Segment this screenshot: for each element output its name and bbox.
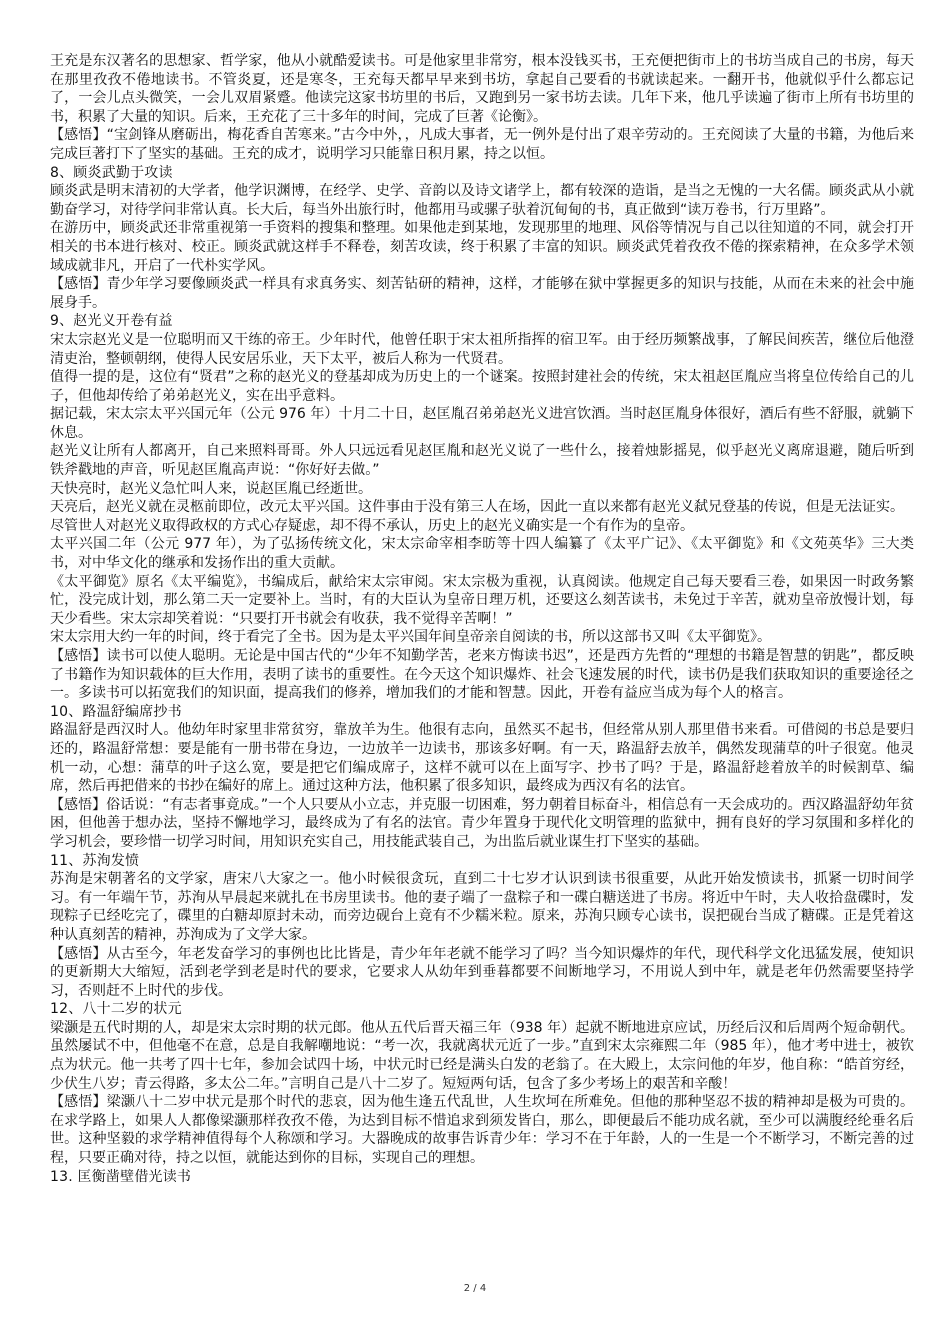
section-heading-13: 13. 匡衡凿壁借光读书 — [50, 1168, 192, 1185]
insight-paragraph: 【感悟】俗话说：“有志者事竟成。”一个人只要从小立志，并克服一切困难，努力朝着目标奋斗，相信总有一天会成功的。西汉路温舒幼年贫困，但他善于想办法，坚持不懈地学习，最终成为了有名的法官。青少年置身于现代化文明管理的监狱中，拥有良好的学习氛围和多样化的学习机会，要珍惜一切学习时间，用知识充实自己，用技能武装自己，为出监后就业谋生打下坚实的基础。 — [50, 796, 914, 850]
paragraph: 天亮后，赵光义就在灵柩前即位，改元太平兴国。这件事由于没有第三人在场，因此一直以来都有赵光义弑兄登基的传说，但是无法证实。 — [50, 499, 904, 516]
paragraph: 宋太宗用大约一年的时间，终于看完了全书。因为是太平兴国年间皇帝亲自阅读的书，所以这部书又叫《太平御览》。 — [50, 629, 771, 646]
paragraph: 路温舒是西汉时人。他幼年时家里非常贫穷，靠放羊为生。他很有志向，虽然买不起书，但经常从别人那里借书来看。可借阅的书总是要归还的，路温舒常想：要是能有一册书带在身边，一边放羊一边读书，那该多好啊。有一天，路温舒去放羊，偶然发现蒲草的叶子很宽。他灵机一动，心想：蒲草的叶子这么宽，要是把它们编成席子，这样不就可以在上面写字、抄书了吗？于是，路温舒趁着放羊的时候割草、编席，然后再把借来的书抄在编好的席上。通过这种方法，他积累了很多知识，最终成为西汉有名的法官。 — [50, 722, 914, 795]
section-heading-12: 12、八十二岁的状元 — [50, 1001, 182, 1018]
paragraph: 赵光义让所有人都离开，自己来照料哥哥。外人只远远看见赵匡胤和赵光义说了一些什么，接着烛影摇晃，似乎赵光义离席退避，随后听到铁斧戳地的声音，听见赵匡胤高声说：“你好好去做。” — [50, 443, 914, 479]
section-heading-9: 9、赵光义开卷有益 — [50, 313, 173, 330]
insight-paragraph: 【感悟】梁灏八十二岁中状元是那个时代的悲哀，因为他生逢五代乱世，人生坎坷在所难免。但他的那种坚忍不拔的精神却是极为可贵的。在求学路上，如果人人都像梁灏那样孜孜不倦，为达到目标不惜追求到须发皆白，那么，即便最后不能功成名就，至少可以满腹经纶垂名后世。这种坚毅的求学精神值得每个人称颂和学习。大器晚成的故事告诉青少年：学习不在于年龄，人的一生是一个不断学习，不断完善的过程，只要正确对待，持之以恒，就能达到你的目标，实现自己的理想。 — [50, 1094, 914, 1167]
paragraph: 《太平御览》原名《太平编览》，书编成后，献给宋太宗审阅。宋太宗极为重视，认真阅读。他规定自己每天要看三卷，如果因一时政务繁忙，没完成计划，那么第二天一定要补上。当时，有的大臣认为皇帝日理万机，还要这么刻苦读书，未免过于辛苦，就劝皇帝放慢计划，每天少看些。宋太宗却笑着说：“只要打开书就会有收获，我不觉得辛苦啊！” — [50, 573, 914, 627]
paragraph: 尽管世人对赵光义取得政权的方式心存疑虑，却不得不承认，历史上的赵光义确实是一个有作为的皇帝。 — [50, 517, 694, 534]
paragraph: 据记载，宋太宗太平兴国元年（公元 976 年）十月二十日，赵匡胤召弟弟赵光义进宫饮酒。当时赵匡胤身体很好，酒后有些不舒服，就躺下休息。 — [50, 406, 914, 441]
insight-paragraph: 【感悟】从古至今，年老发奋学习的事例也比比皆是，青少年年老就不能学习了吗？当今知识爆炸的年代，现代科学文化迅猛发展，使知识的更新期大大缩短，活到老学到老是时代的要求，它要求人从幼年到垂暮都要不间断地学习，不用说人到中年，就是老年仍然需要坚持学习，否则赶不上时代的步伐。 — [50, 945, 914, 999]
paragraph: 在游历中，顾炎武还非常重视第一手资料的搜集和整理。如果他走到某地，发现那里的地理、风俗等情况与自己以往知道的不同，就会打开相关的书本进行核对、校正。顾炎武就这样手不释卷，刻苦攻读，终于积累了丰富的知识。顾炎武凭着孜孜不倦的探索精神，在众多学术领域成就非凡，开启了一代朴实学风。 — [50, 220, 914, 274]
insight-paragraph: 【感悟】“宝剑锋从磨砺出，梅花香自苦寒来。”古今中外，，凡成大事者，无一例外是付出了艰辛劳动的。王充阅读了大量的书籍，为他后来完成巨著打下了坚实的基础。王充的成才，说明学习只能靠日积月累，持之以恒。 — [50, 127, 914, 162]
insight-paragraph: 【感悟】读书可以使人聪明。无论是中国古代的“少年不知勤学苦，老来方悔读书迟”，还是西方先哲的“理想的书籍是智慧的钥匙”，都反映了书籍作为知识载体的巨大作用，表明了读书的重要性。在今天这个知识爆炸、社会飞速发展的时代，读书仍是我们获取知识的重要途径之一。多读书可以拓宽我们的知识面，提高我们的修养，增加我们的才能和智慧。因此，开卷有益应当成为每个人的格言。 — [50, 648, 914, 702]
paragraph: 苏洵是宋朝著名的文学家，唐宋八大家之一。他小时候很贪玩，直到二十七岁才认识到读书很重要，从此开始发愤读书，抓紧一切时间学习。有一年端午节，苏洵从早晨起来就扎在书房里读书。他的妻子端了一盘粽子和一碟白糖送进了书房。将近中午时，夫人收拾盘碟时，发现粽子已经吃完了，碟里的白糖却原封未动，而旁边砚台上竟有不少糯米粒。原来，苏洵只顾专心读书，误把砚台当成了糖碟。正是凭着这种认真刻苦的精神，苏洵成为了文学大家。 — [50, 871, 914, 943]
paragraph: 顾炎武是明末清初的大学者，他学识渊博，在经学、史学、音韵以及诗文诸学上，都有较深的造诣，是当之无愧的一大名儒。顾炎武从小就勤奋学习，对待学问非常认真。长大后，每当外出旅行时，他都用马或骡子驮着沉甸甸的书，真正做到“读万卷书，行万里路”。 — [50, 183, 914, 218]
paragraph: 值得一提的是，这位有“贤君”之称的赵光义的登基却成为历史上的一个谜案。按照封建社会的传统，宋太祖赵匡胤应当将皇位传给自己的儿子，但他却传给了弟弟赵光义，实在出乎意料。 — [50, 369, 914, 404]
page-number: 2 / 4 — [463, 1283, 487, 1294]
paragraph: 宋太宗赵光义是一位聪明而又干练的帝王。少年时代，他曾任职于宋太祖所指挥的宿卫军。由于经历频繁战事，了解民间疾苦，继位后他澄清吏治，整顿朝纲，使得人民安居乐业，天下太平，被后人称为一代贤君。 — [50, 331, 914, 367]
insight-paragraph: 【感悟】青少年学习要像顾炎武一样具有求真务实、刻苦钻研的精神，这样，才能够在狱中掌握更多的知识与技能，从而在未来的社会中施展身手。 — [50, 276, 914, 311]
document-body — [50, 52, 914, 1186]
paragraph: 太平兴国二年（公元 977 年），为了弘扬传统文化，宋太宗命宰相李昉等十四人编纂了《太平广记》、《太平御览》和《文苑英华》三大类书，对中华文化的继承和发扬作出的重大贡献。 — [50, 536, 914, 572]
section-heading-11: 11、苏洵发愤 — [50, 852, 140, 869]
section-heading-8: 8、顾炎武勤于攻读 — [50, 164, 173, 181]
section-heading-10: 10、路温舒编席抄书 — [50, 703, 182, 720]
paragraph-wang-chong: 王充是东汉著名的思想家、哲学家，他从小就酷爱读书。可是他家里非常穷，根本没钱买书，王充便把街市上的书坊当成自己的书房，每天在那里孜孜不倦地读书。不管炎夏，还是寒冬，王充每天都早早来到书坊，拿起自己要看的书就读起来。一翻开书，他就似乎什么都忘记了，一会儿点头微笑，一会儿双眉紧蹙。他读完这家书坊里的书后，又跑到另一家书坊去读。几年下来，他几乎读遍了街市上所有书坊里的书，积累了大量的知识。后来，王充花了三十多年的时间，完成了巨著《论衡》。 — [50, 53, 914, 125]
paragraph: 天快亮时，赵光义急忙叫人来，说赵匡胤已经逝世。 — [50, 480, 372, 497]
paragraph: 梁灏是五代时期的人，却是宋太宗时期的状元郎。他从五代后晋天福三年（938 年）起就不断地进京应试，历经后汉和后周两个短命朝代。虽然屡试不中，但他毫不在意，总是自我解嘲地说：“考一次，我就离状元近了一步。”直到宋太宗雍熙二年（985 年），他才考中进士，被钦点为状元。他一共考了四十七年，参加会试四十场，中状元时已经是满头白发的老翁了。在大殿上，太宗问他的年岁，他自称：“皓首穷经，少伏生八岁；青云得路，多太公二年。”言明自己是八十二岁了。短短两句话，包含了多少考场上的艰苦和辛酸！ — [50, 1019, 914, 1092]
